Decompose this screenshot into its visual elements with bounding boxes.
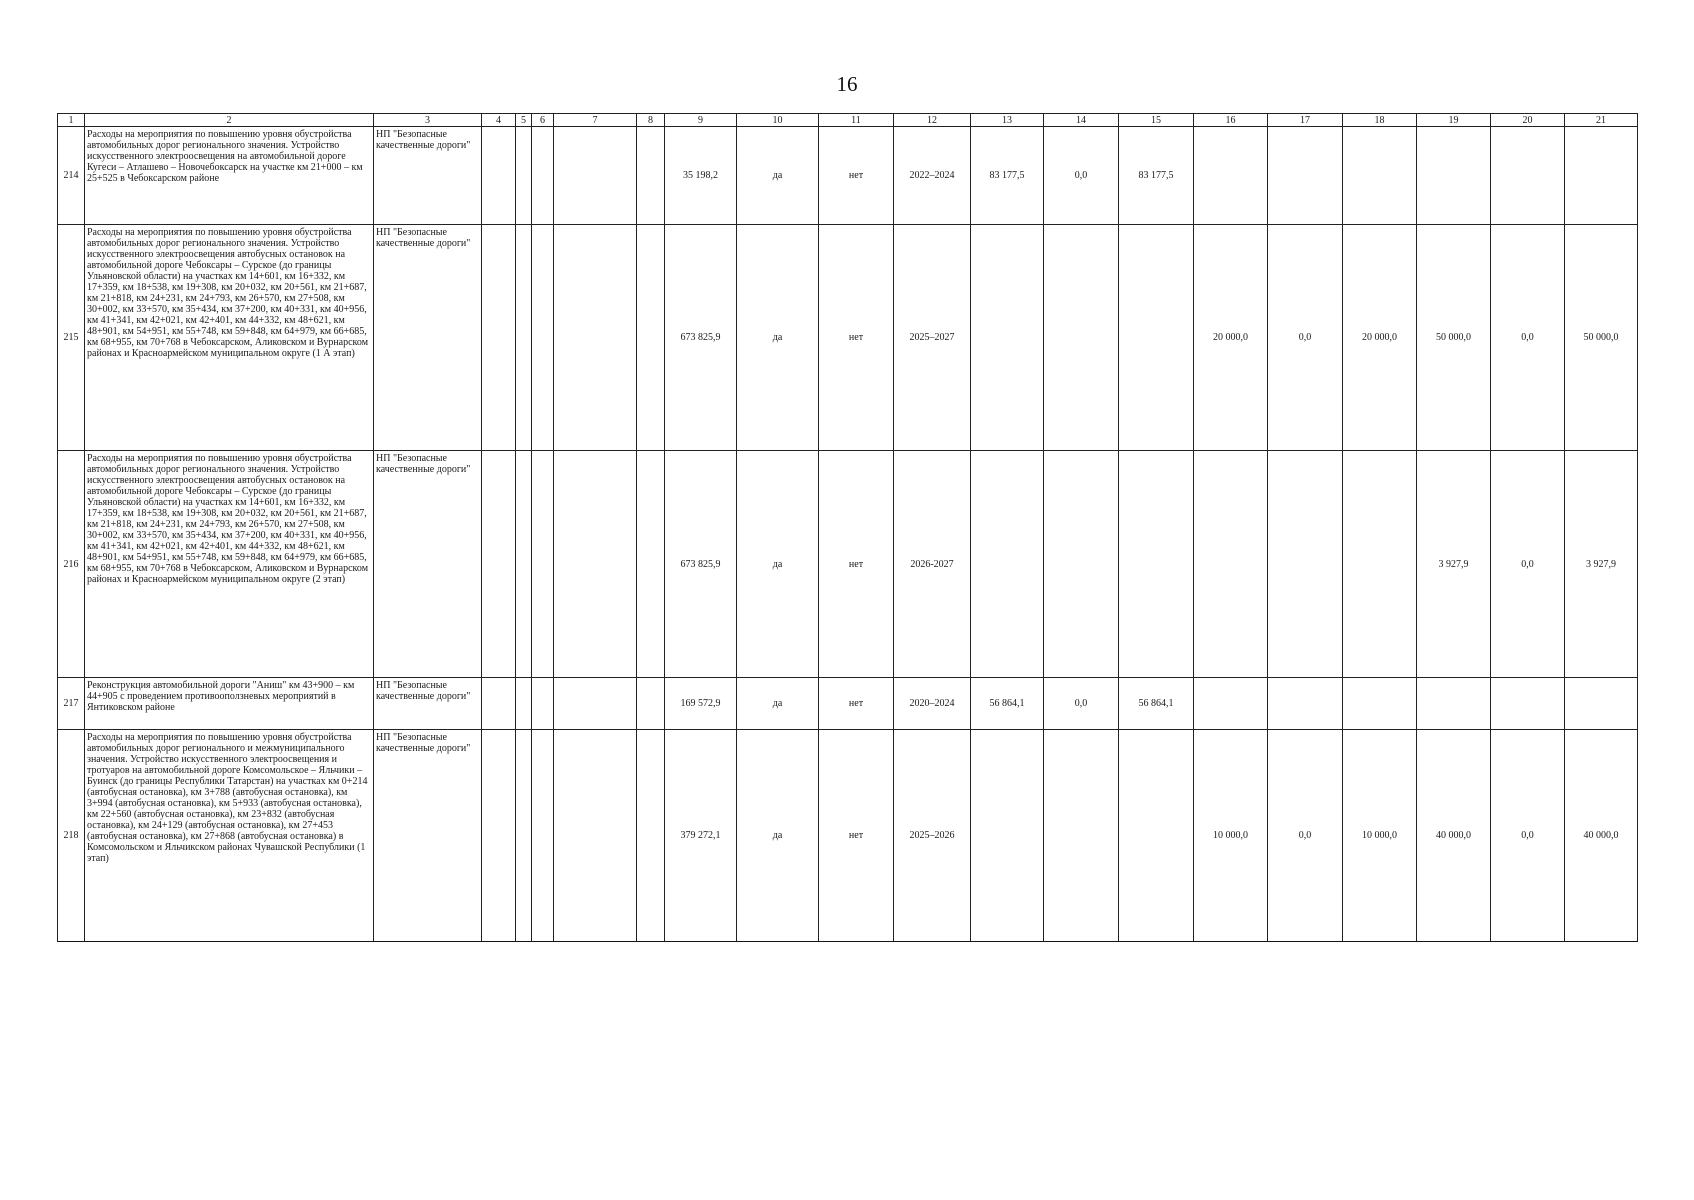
row-number: 218 — [58, 730, 85, 942]
table-row — [58, 730, 1638, 942]
cell-col-11: нет — [819, 451, 894, 678]
cell-col-21: 3 927,9 — [1565, 451, 1638, 678]
cell-col-16 — [1194, 678, 1268, 730]
column-header: 18 — [1343, 114, 1417, 127]
row-program: НП "Безопасные качественные дороги" — [374, 730, 482, 942]
cell-col-21: 40 000,0 — [1565, 730, 1638, 942]
column-header: 21 — [1565, 114, 1638, 127]
table-row — [58, 678, 1638, 730]
cell-col-11: нет — [819, 127, 894, 225]
row-description: Расходы на мероприятия по повышению уровня обустройства автомобильных дорог регионального и межмуниципального значения. Устройство искусственного электроосвещения и тротуаров на автомобильной дороге Комсомольское – Яльчики – Буинск (до границы Республики Татарстан) на участках км 0+214 (автобусная остановка), км 3+788 (автобусная остановка), км 3+994 (автобусная остановка), км 5+933 (автобусная остановка), км 22+560 (автобусная остановка), км 23+832 (автобусная остановка), км 24+129 (автобусная остановка), км 27+453 (автобусная остановка), км 27+868 (автобусная остановка) в Комсомольском и Яльчикском районах Чувашской Республики (1 этап) — [85, 730, 374, 942]
row-description: Реконструкция автомобильной дороги "Аниш" км 43+900 – км 44+905 с проведением противооползневых мероприятий в Янтиковском районе — [85, 678, 374, 730]
cell-col-12: 2020–2024 — [894, 678, 971, 730]
cell-col-8 — [637, 127, 665, 225]
cell-col-7 — [554, 127, 637, 225]
row-description: Расходы на мероприятия по повышению уровня обустройства автомобильных дорог регионального значения. Устройство искусственного электроосвещения на автомобильной дороге Кугеси – Атлашево – Новочебоксарск на участке км 21+000 – км 25+525 в Чебоксарском районе — [85, 127, 374, 225]
row-description: Расходы на мероприятия по повышению уровня обустройства автомобильных дорог регионального значения. Устройство искусственного электроосвещения автобусных остановок на автомобильной дороге Чебоксары – Сурское (до границы Ульяновской области) на участках км 14+601, км 16+332, км 17+359, км 18+538, км 19+308, км 20+032, км 20+561, км 21+687, км 21+818, км 24+231, км 24+793, км 26+570, км 27+508, км 30+002, км 33+570, км 35+434, км 37+200, км 40+331, км 40+956, км 41+341, км 42+021, км 42+401, км 44+332, км 48+621, км 48+901, км 54+951, км 55+748, км 59+848, км 64+979, км 66+685, км 68+955, км 70+768 в Чебоксарском, Аликовском и Вурнарском районах и Красноармейском муниципальном округе (2 этап) — [85, 451, 374, 678]
cell-col-4 — [482, 451, 516, 678]
cell-col-17 — [1268, 127, 1343, 225]
cell-col-7 — [554, 730, 637, 942]
cell-col-12: 2022–2024 — [894, 127, 971, 225]
column-header: 6 — [532, 114, 554, 127]
cell-col-10: да — [737, 730, 819, 942]
cell-col-9: 379 272,1 — [665, 730, 737, 942]
column-header: 14 — [1044, 114, 1119, 127]
column-header: 12 — [894, 114, 971, 127]
cell-col-18 — [1343, 127, 1417, 225]
column-header: 1 — [58, 114, 85, 127]
cell-col-19 — [1417, 678, 1491, 730]
cell-col-7 — [554, 225, 637, 451]
cell-col-7 — [554, 451, 637, 678]
row-description: Расходы на мероприятия по повышению уровня обустройства автомобильных дорог регионального значения. Устройство искусственного электроосвещения автобусных остановок на автомобильной дороге Чебоксары – Сурское (до границы Ульяновской области) на участках км 14+601, км 16+332, км 17+359, км 18+538, км 19+308, км 20+032, км 20+561, км 21+687, км 21+818, км 24+231, км 24+793, км 26+570, км 27+508, км 30+002, км 33+570, км 35+434, км 37+200, км 40+331, км 40+956, км 41+341, км 42+021, км 42+401, км 44+332, км 48+621, км 48+901, км 54+951, км 55+748, км 59+848, км 64+979, км 66+685, км 68+955, км 70+768 в Чебоксарском, Аликовском и Вурнарском районах и Красноармейском муниципальном округе (1 А этап) — [85, 225, 374, 451]
column-header: 11 — [819, 114, 894, 127]
row-program: НП "Безопасные качественные дороги" — [374, 225, 482, 451]
cell-col-17: 0,0 — [1268, 730, 1343, 942]
cell-col-15 — [1119, 730, 1194, 942]
page-number: 16 — [836, 72, 858, 96]
cell-col-16: 20 000,0 — [1194, 225, 1268, 451]
cell-col-20: 0,0 — [1491, 730, 1565, 942]
column-header: 8 — [637, 114, 665, 127]
cell-col-4 — [482, 678, 516, 730]
cell-col-5 — [516, 730, 532, 942]
cell-col-10: да — [737, 451, 819, 678]
cell-col-18 — [1343, 451, 1417, 678]
cell-col-21 — [1565, 127, 1638, 225]
cell-col-15 — [1119, 451, 1194, 678]
column-header: 20 — [1491, 114, 1565, 127]
cell-col-9: 169 572,9 — [665, 678, 737, 730]
cell-col-8 — [637, 678, 665, 730]
cell-col-8 — [637, 225, 665, 451]
cell-col-10: да — [737, 225, 819, 451]
cell-col-10: да — [737, 127, 819, 225]
cell-col-11: нет — [819, 678, 894, 730]
row-number: 214 — [58, 127, 85, 225]
cell-col-6 — [532, 730, 554, 942]
cell-col-13 — [971, 451, 1044, 678]
cell-col-6 — [532, 678, 554, 730]
column-header: 2 — [85, 114, 374, 127]
cell-col-14: 0,0 — [1044, 127, 1119, 225]
cell-col-13 — [971, 225, 1044, 451]
cell-col-4 — [482, 127, 516, 225]
cell-col-9: 35 198,2 — [665, 127, 737, 225]
cell-col-6 — [532, 225, 554, 451]
cell-col-5 — [516, 451, 532, 678]
cell-col-12: 2025–2026 — [894, 730, 971, 942]
column-header: 13 — [971, 114, 1044, 127]
column-header: 4 — [482, 114, 516, 127]
cell-col-7 — [554, 678, 637, 730]
cell-col-12: 2025–2027 — [894, 225, 971, 451]
cell-col-13 — [971, 730, 1044, 942]
row-number: 216 — [58, 451, 85, 678]
cell-col-9: 673 825,9 — [665, 225, 737, 451]
cell-col-14: 0,0 — [1044, 678, 1119, 730]
cell-col-20: 0,0 — [1491, 225, 1565, 451]
cell-col-17 — [1268, 451, 1343, 678]
row-program: НП "Безопасные качественные дороги" — [374, 451, 482, 678]
row-program: НП "Безопасные качественные дороги" — [374, 678, 482, 730]
column-header: 10 — [737, 114, 819, 127]
cell-col-20 — [1491, 678, 1565, 730]
cell-col-15 — [1119, 225, 1194, 451]
column-header: 15 — [1119, 114, 1194, 127]
cell-col-19: 40 000,0 — [1417, 730, 1491, 942]
cell-col-13: 56 864,1 — [971, 678, 1044, 730]
table-row — [58, 225, 1638, 451]
cell-col-6 — [532, 451, 554, 678]
row-number: 215 — [58, 225, 85, 451]
cell-col-20 — [1491, 127, 1565, 225]
cell-col-9: 673 825,9 — [665, 451, 737, 678]
cell-col-20: 0,0 — [1491, 451, 1565, 678]
cell-col-5 — [516, 127, 532, 225]
cell-col-10: да — [737, 678, 819, 730]
row-program: НП "Безопасные качественные дороги" — [374, 127, 482, 225]
cell-col-18: 10 000,0 — [1343, 730, 1417, 942]
column-header: 19 — [1417, 114, 1491, 127]
cell-col-11: нет — [819, 730, 894, 942]
cell-col-14 — [1044, 225, 1119, 451]
cell-col-15: 56 864,1 — [1119, 678, 1194, 730]
column-header: 5 — [516, 114, 532, 127]
column-header: 16 — [1194, 114, 1268, 127]
cell-col-18: 20 000,0 — [1343, 225, 1417, 451]
cell-col-4 — [482, 730, 516, 942]
header-row — [58, 114, 1638, 127]
cell-col-17: 0,0 — [1268, 225, 1343, 451]
cell-col-16: 10 000,0 — [1194, 730, 1268, 942]
cell-col-19 — [1417, 127, 1491, 225]
data-table — [57, 113, 1638, 942]
cell-col-11: нет — [819, 225, 894, 451]
cell-col-16 — [1194, 127, 1268, 225]
cell-col-21 — [1565, 678, 1638, 730]
cell-col-12: 2026-2027 — [894, 451, 971, 678]
cell-col-14 — [1044, 730, 1119, 942]
cell-col-21: 50 000,0 — [1565, 225, 1638, 451]
cell-col-6 — [532, 127, 554, 225]
cell-col-15: 83 177,5 — [1119, 127, 1194, 225]
cell-col-13: 83 177,5 — [971, 127, 1044, 225]
column-header: 7 — [554, 114, 637, 127]
cell-col-4 — [482, 225, 516, 451]
table-row — [58, 127, 1638, 225]
cell-col-19: 50 000,0 — [1417, 225, 1491, 451]
cell-col-8 — [637, 451, 665, 678]
cell-col-14 — [1044, 451, 1119, 678]
column-header: 9 — [665, 114, 737, 127]
cell-col-17 — [1268, 678, 1343, 730]
column-header: 3 — [374, 114, 482, 127]
cell-col-5 — [516, 678, 532, 730]
cell-col-5 — [516, 225, 532, 451]
cell-col-16 — [1194, 451, 1268, 678]
cell-col-18 — [1343, 678, 1417, 730]
row-number: 217 — [58, 678, 85, 730]
cell-col-19: 3 927,9 — [1417, 451, 1491, 678]
column-header: 17 — [1268, 114, 1343, 127]
cell-col-8 — [637, 730, 665, 942]
table-row — [58, 451, 1638, 678]
